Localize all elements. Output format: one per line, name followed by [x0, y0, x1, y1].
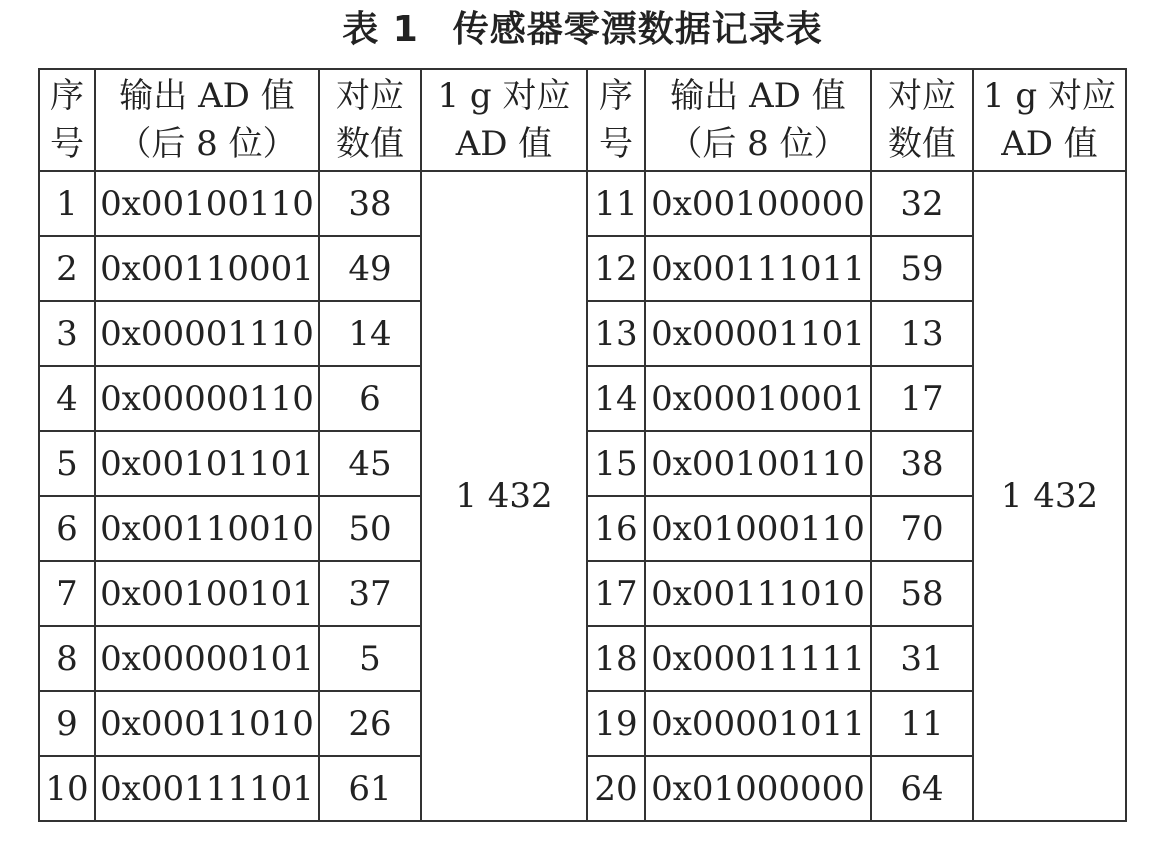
value-cell: 26	[319, 691, 421, 756]
table-row	[39, 171, 1126, 236]
header-per-gram-right	[973, 69, 1126, 171]
header-seq-right	[587, 69, 645, 171]
output-ad-cell: 0x00001110	[95, 301, 319, 366]
seq-cell: 14	[587, 366, 645, 431]
seq-cell: 19	[587, 691, 645, 756]
value-cell: 61	[319, 756, 421, 821]
table-body	[39, 69, 1126, 821]
header-line: 号	[599, 124, 633, 164]
header-line: 数值	[336, 124, 404, 164]
header-line: （后 8 位）	[668, 124, 848, 164]
seq-cell: 15	[587, 431, 645, 496]
value-cell: 59	[871, 236, 973, 301]
seq-cell: 13	[587, 301, 645, 366]
seq-cell: 1	[39, 171, 95, 236]
header-per-gram-left	[421, 69, 587, 171]
value-cell: 13	[871, 301, 973, 366]
header-line: 数值	[888, 124, 956, 164]
seq-cell: 16	[587, 496, 645, 561]
seq-cell: 7	[39, 561, 95, 626]
output-ad-cell: 0x00001101	[645, 301, 871, 366]
seq-cell: 2	[39, 236, 95, 301]
header-line: 序	[599, 76, 633, 116]
value-cell: 17	[871, 366, 973, 431]
output-ad-cell: 0x00000110	[95, 366, 319, 431]
value-cell: 38	[319, 171, 421, 236]
output-ad-cell: 0x00111010	[645, 561, 871, 626]
output-ad-cell: 0x01000000	[645, 756, 871, 821]
output-ad-cell: 0x00001011	[645, 691, 871, 756]
output-ad-cell: 0x00111011	[645, 236, 871, 301]
seq-cell: 11	[587, 171, 645, 236]
seq-cell: 12	[587, 236, 645, 301]
output-ad-cell: 0x00011111	[645, 626, 871, 691]
header-seq-left	[39, 69, 95, 171]
value-cell: 38	[871, 431, 973, 496]
output-ad-cell: 0x00110001	[95, 236, 319, 301]
table-caption	[0, 8, 1165, 52]
output-ad-cell: 0x00011010	[95, 691, 319, 756]
seq-cell: 10	[39, 756, 95, 821]
output-ad-cell: 0x00100110	[95, 171, 319, 236]
header-line: AD 值	[1001, 124, 1098, 164]
seq-cell: 18	[587, 626, 645, 691]
header-output-left	[95, 69, 319, 171]
output-ad-cell: 0x00010001	[645, 366, 871, 431]
value-cell: 32	[871, 171, 973, 236]
header-output-right	[645, 69, 871, 171]
value-cell: 37	[319, 561, 421, 626]
seq-cell: 3	[39, 301, 95, 366]
header-row	[39, 69, 1126, 171]
header-line: 1 g 对应	[982, 76, 1116, 116]
zero-drift-table	[38, 68, 1127, 822]
value-cell: 50	[319, 496, 421, 561]
value-cell: 14	[319, 301, 421, 366]
header-value-right	[871, 69, 973, 171]
per-gram-ad-cell-right: 1 432	[973, 171, 1126, 821]
value-cell: 11	[871, 691, 973, 756]
output-ad-cell: 0x00111101	[95, 756, 319, 821]
header-line: （后 8 位）	[117, 124, 297, 164]
header-line: 输出 AD 值	[670, 76, 846, 116]
output-ad-cell: 0x00101101	[95, 431, 319, 496]
value-cell: 31	[871, 626, 973, 691]
output-ad-cell: 0x00000101	[95, 626, 319, 691]
seq-cell: 8	[39, 626, 95, 691]
header-line: AD 值	[455, 124, 553, 164]
output-ad-cell: 0x00110010	[95, 496, 319, 561]
header-line: 对应	[336, 76, 404, 116]
value-cell: 5	[319, 626, 421, 691]
output-ad-cell: 0x00100101	[95, 561, 319, 626]
output-ad-cell: 0x00100000	[645, 171, 871, 236]
table-number: 表 1	[342, 9, 419, 50]
header-line: 1 g 对应	[437, 76, 571, 116]
seq-cell: 20	[587, 756, 645, 821]
seq-cell: 17	[587, 561, 645, 626]
value-cell: 64	[871, 756, 973, 821]
output-ad-cell: 0x01000110	[645, 496, 871, 561]
seq-cell: 6	[39, 496, 95, 561]
value-cell: 6	[319, 366, 421, 431]
seq-cell: 9	[39, 691, 95, 756]
value-cell: 45	[319, 431, 421, 496]
header-line: 号	[50, 124, 84, 164]
header-line: 对应	[888, 76, 956, 116]
value-cell: 58	[871, 561, 973, 626]
output-ad-cell: 0x00100110	[645, 431, 871, 496]
table-title: 传感器零漂数据记录表	[452, 9, 823, 50]
header-value-left	[319, 69, 421, 171]
seq-cell: 5	[39, 431, 95, 496]
header-line: 序	[50, 76, 84, 116]
per-gram-ad-cell-left: 1 432	[421, 171, 587, 821]
value-cell: 49	[319, 236, 421, 301]
seq-cell: 4	[39, 366, 95, 431]
value-cell: 70	[871, 496, 973, 561]
header-line: 输出 AD 值	[119, 76, 295, 116]
